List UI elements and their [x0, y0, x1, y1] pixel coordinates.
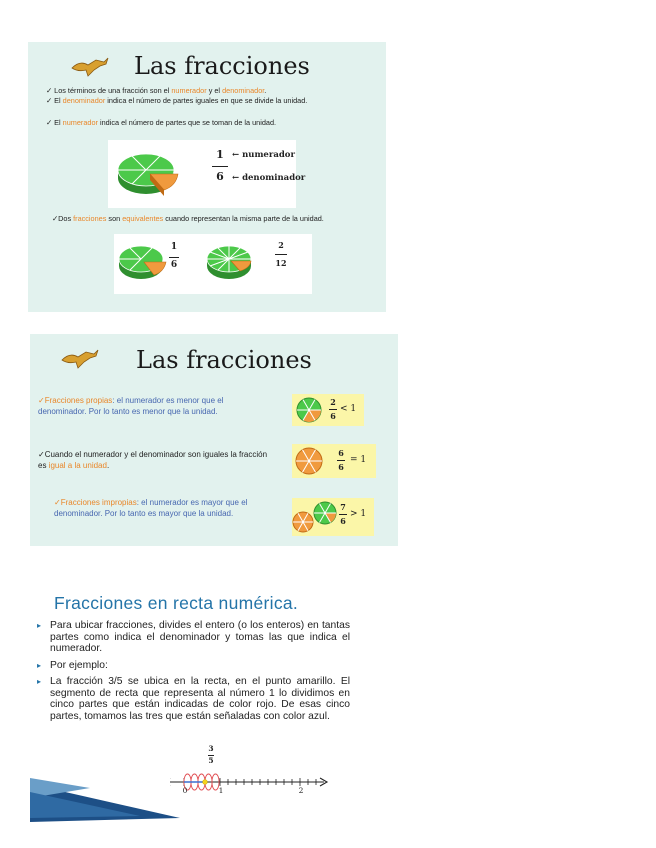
slide-tipos-fracciones	[30, 334, 398, 546]
equiv-frac-1-num: 1	[170, 242, 178, 252]
bullet-terminos: ✓ Los términos de una fracción son el numerador y el denominador.	[46, 86, 267, 95]
improper-num: 7	[340, 502, 346, 512]
improper-fractions-text: ✓Fracciones impropias: el numerador es mayor que el denominador. Por lo tanto es mayor que la unidad.	[54, 498, 248, 518]
slide-recta-numerica	[30, 582, 370, 822]
pie-green-icon	[294, 396, 326, 424]
fraction-diagram-panel	[108, 140, 306, 208]
unit-num: 6	[338, 448, 344, 458]
tick-label-2: 2	[298, 786, 304, 795]
improper-den: 6	[340, 516, 346, 526]
equivalent-fractions-panel	[114, 234, 312, 294]
tick-label-1: 1	[218, 786, 224, 795]
equivalent-fractions-text: ✓Dos fracciones son equivalentes cuando representan la misma parte de la unidad.	[52, 214, 324, 223]
improper-relation: > 1	[350, 509, 367, 519]
bullet-arrow-icon: ▸	[37, 621, 42, 630]
fraction-bar	[212, 166, 228, 167]
bird-logo-icon	[70, 56, 110, 78]
proper-den: 6	[330, 411, 336, 421]
slide-fracciones-terminos	[28, 42, 386, 312]
fraction-bar	[275, 254, 287, 255]
numerator-value: 1	[216, 148, 224, 161]
numberline-frac-den: 5	[208, 756, 214, 765]
unit-relation: = 1	[350, 455, 367, 465]
corner-decoration	[30, 778, 190, 822]
unit-den: 6	[338, 462, 344, 472]
fraction-bar	[169, 257, 179, 258]
paragraph-ubicar: ▸ Para ubicar fracciones, divides el entero (o los enteros) en tantas partes como indica el denominador y tomas las que indica el numerador.	[37, 620, 350, 655]
pie-one-sixth-icon	[114, 148, 180, 200]
unit-fraction-text: ✓Cuando el numerador y el denominador son iguales la fracción es igual a la unidad.	[38, 450, 268, 470]
bird-logo-icon	[60, 348, 100, 370]
numberline-frac-num: 3	[208, 744, 214, 753]
slide-title: Fracciones en recta numérica.	[54, 593, 299, 613]
bullet-numerador: ✓ El numerador indica el número de partes que se toman de la unidad.	[46, 118, 277, 127]
pie-pair-icon	[292, 500, 338, 534]
pie-twelfths-icon	[204, 240, 256, 284]
bullet-denominador: ✓ El denominador indica el número de partes iguales en que se divide la unidad.	[46, 96, 308, 105]
numerator-label: ← numerador	[232, 150, 295, 160]
proper-relation: < 1	[340, 404, 357, 414]
tick-label-0: 0	[182, 786, 188, 795]
proper-fractions-text: ✓Fracciones propias: el numerador es menor que el denominador. Por lo tanto es menor que la unidad.	[38, 396, 224, 416]
number-line-diagram	[170, 768, 330, 798]
pie-orange-icon	[294, 446, 326, 476]
slide-title: Las fracciones	[134, 52, 310, 80]
denominator-label: ← denominador	[232, 173, 306, 183]
unit-fraction-box	[292, 444, 376, 478]
proper-num: 2	[330, 397, 336, 407]
proper-fraction-box	[292, 394, 364, 426]
paragraph-ejemplo: ▸ Por ejemplo:	[37, 660, 108, 671]
slide-title: Las fracciones	[136, 346, 312, 374]
pie-sixths-icon	[116, 240, 168, 284]
equiv-frac-2-num: 2	[278, 240, 284, 250]
paragraph-fraccion: ▸ La fracción 3/5 se ubica en la recta, en el punto amarillo. El segmento de recta que representa al número 1 lo dividimos en cinco partes que están indicadas de color rojo. De esas cinco partes, tomamos las tres que están señaladas con color azul.	[37, 676, 350, 722]
bullet-arrow-icon: ▸	[37, 661, 42, 670]
equiv-frac-2-den: 12	[275, 258, 287, 268]
improper-fraction-box	[292, 498, 374, 536]
denominator-value: 6	[216, 170, 224, 183]
equiv-frac-1-den: 6	[170, 260, 178, 270]
bullet-arrow-icon: ▸	[37, 677, 42, 686]
